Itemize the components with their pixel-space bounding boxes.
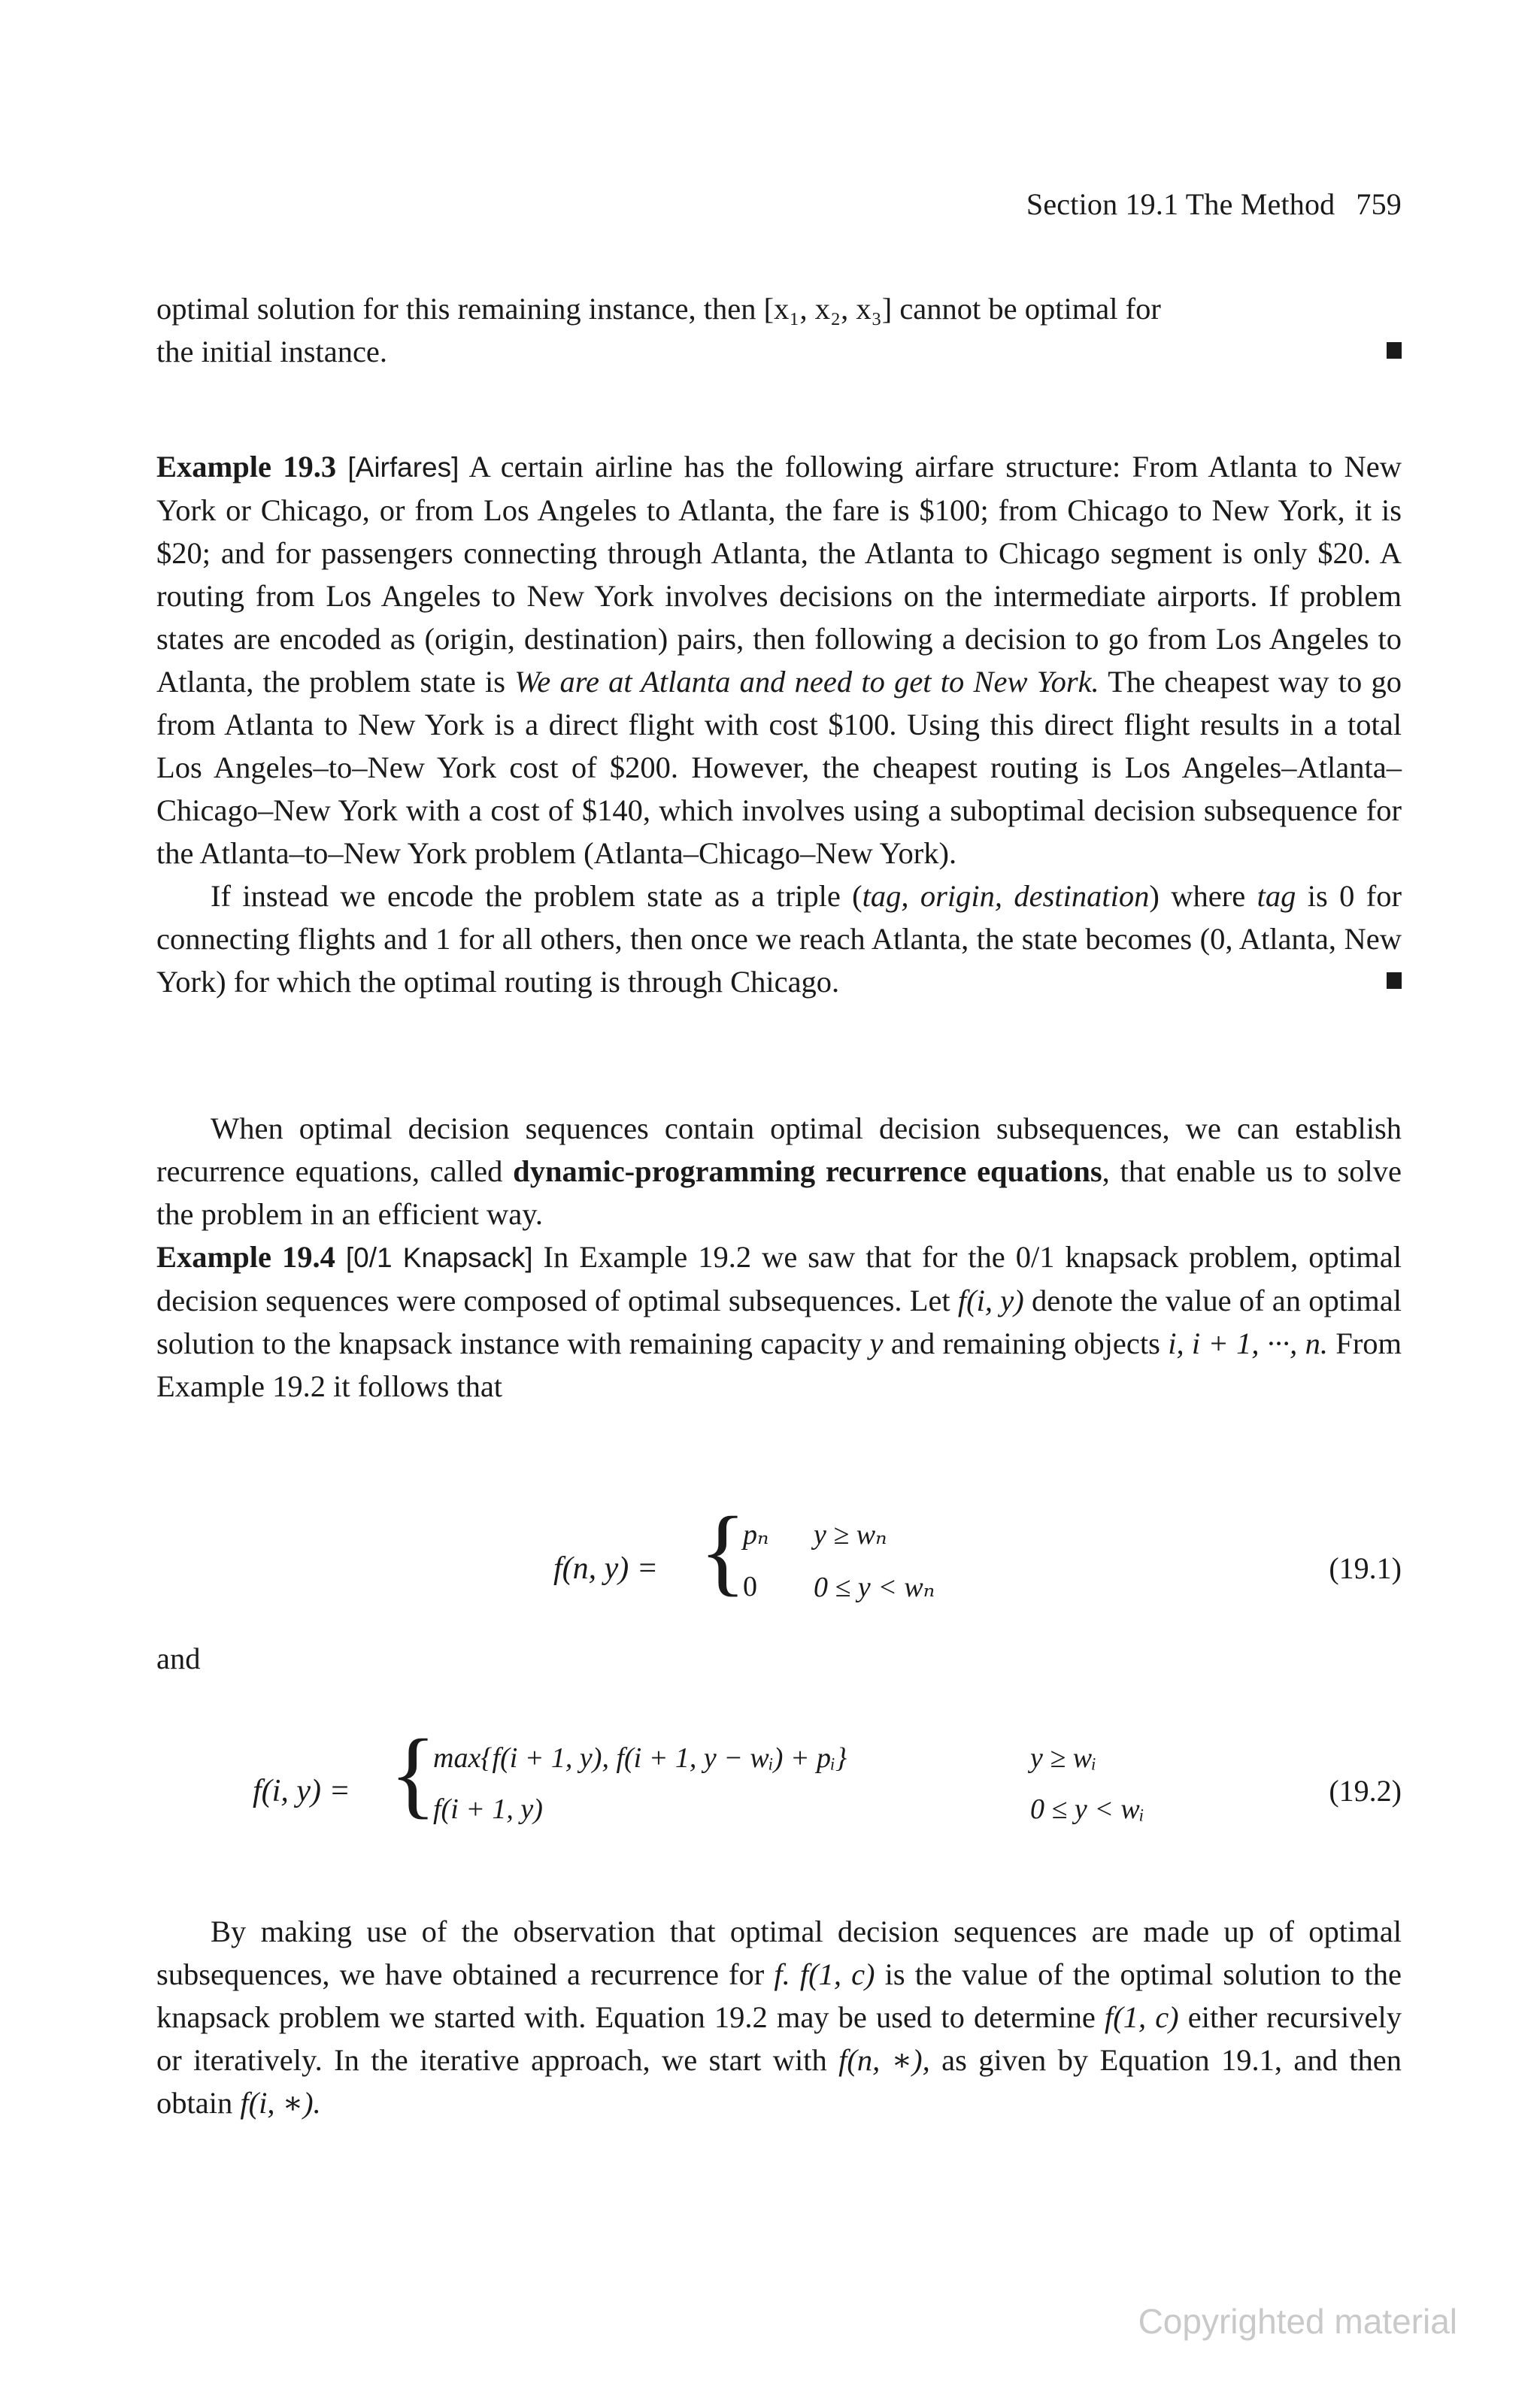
example-19-3-text: A certain airline has the following airfare structure: From Atlanta to New York or Chicago, or from Los Angeles to Atlanta, the fare is $100; from Chicago to New York, it is $20; and for passengers connecting through Atlanta, the Atlanta to Chicago segment is only $20. A routing from Los Angeles to New York involves decisions on the intermediate airports. If problem states are encoded as (origin, destination) pairs, then following a decision to go from Los Angeles to Atlanta, the problem state is	[156, 450, 1402, 699]
eq2-brace: {	[390, 1720, 437, 1828]
example-19-3-title: Example 19.3	[156, 450, 337, 484]
running-header	[1026, 186, 1402, 222]
intro-line-2: the initial instance.	[156, 330, 1402, 373]
dp-paragraph: When optimal decision sequences contain optimal decision subsequences, we can establish recurrence equations, called dynamic-programming recurrence equations, that enable us to solve the problem in an efficient way.	[156, 1111, 1402, 1231]
example-19-3-italic-state: We are at Atlanta and need to get to New York.	[514, 665, 1099, 699]
eq2-case2-condition: 0 ≤ y < wᵢ	[1030, 1793, 1144, 1825]
and-text: and	[156, 1642, 201, 1675]
end-of-example-mark	[1387, 972, 1402, 989]
page-number: 759	[1356, 187, 1402, 221]
eq1-brace: {	[699, 1497, 747, 1605]
paragraph-recurrence	[156, 1910, 1402, 2124]
copyright-watermark: Copyrighted material	[1138, 2302, 1457, 2341]
eq2-case1-value: max{f(i + 1, y), f(i + 1, y − wᵢ) + pᵢ}	[433, 1742, 847, 1774]
dp-term: dynamic-programming recurrence equations	[513, 1154, 1102, 1188]
eq1-case2-condition: 0 ≤ y < wₙ	[814, 1572, 935, 1603]
recurrence-paragraph: By making use of the observation that optimal decision sequences are made up of optimal subsequences, we have obtained a recurrence for f. f(1, c) is the value of the optimal solution to the knapsack problem we started with. Equation 19.2 may be used to determine f(1, c) either recursively or iteratively. In the iterative approach, we start with f(n, ∗), as given by Equation 19.1, and then obtain f(i, ∗).	[156, 1915, 1402, 2120]
eq1-case1-value: pₙ	[743, 1519, 769, 1551]
example-19-4-body: Example 19.4 [0/1 Knapsack] In Example 19.2 we saw that for the 0/1 knapsack problem, optimal decision sequences were composed of optimal subsequences. Let f(i, y) denote the value of an optimal solution to the knapsack instance with remaining capacity y and remaining objects i, i + 1, ···, n. From Example 19.2 it follows that	[156, 1240, 1402, 1403]
example-19-4-tag: [0/1 Knapsack]	[345, 1242, 533, 1273]
eq2-number: (19.2)	[1329, 1774, 1402, 1808]
example-19-3-tag: [Airfares]	[347, 452, 459, 483]
example-19-4-title: Example 19.4	[156, 1240, 335, 1274]
end-of-proof-mark	[1387, 342, 1402, 359]
eq1-lhs: f(n, y) =	[553, 1551, 659, 1586]
example-19-3-text2: The cheapest way to go from Atlanta to New York is a direct flight with cost $100. Using this direct flight results in a total Los Angeles–to–New York cost of $200. However, the cheapest routing is Los Angeles–Atlanta–Chicago–New York with a cost of $140, which involves using a suboptimal decision subsequence for the Atlanta–to–New York problem (Atlanta–Chicago–New York).	[156, 665, 1402, 870]
paragraph-dp	[156, 1107, 1402, 1408]
eq1-case2-value: 0	[743, 1571, 757, 1602]
eq1-case1-condition: y ≥ wₙ	[814, 1519, 887, 1551]
section-title: Section 19.1 The Method	[1026, 187, 1335, 221]
example-19-3-paragraph-2: If instead we encode the problem state as a triple (tag, origin, destination) where tag is 0 for connecting flights and 1 for all others, then once we reach Atlanta, the state becomes (0, Atlanta, New York) for which the optimal routing is through Chicago.	[156, 879, 1402, 999]
eq2-lhs: f(i, y) =	[253, 1774, 350, 1808]
eq2-case1-condition: y ≥ wᵢ	[1030, 1742, 1097, 1774]
intro-line-1: optimal solution for this remaining instance, then [x₁, x₂, x₃] cannot be optimal for	[156, 292, 1161, 326]
example-19-3	[156, 445, 1402, 1003]
eq2-case2-value: f(i + 1, y)	[433, 1793, 543, 1825]
example-19-3-body	[156, 445, 1402, 875]
eq1-number: (19.1)	[1329, 1551, 1402, 1585]
paragraph-intro	[156, 287, 1402, 373]
